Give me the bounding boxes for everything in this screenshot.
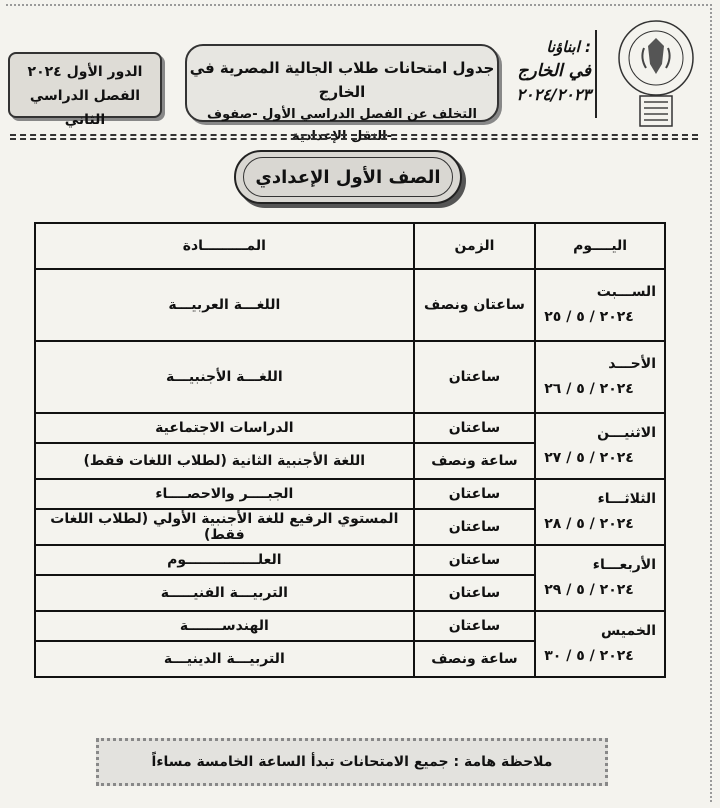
side-title-year: ٢٠٢٤/٢٠٢٣ [516,85,591,104]
exam-subject: الهندســـــــة [35,611,414,641]
session-box [8,52,162,128]
header-time: الزمن [414,223,536,269]
day-date: ٢٠٢٤ / ٥ / ٢٧ [544,450,634,466]
exam-duration: ساعتان [414,545,536,575]
grade-title: الصف الأول الإعدادي [243,157,453,197]
ministry-logo [612,18,700,130]
exam-duration: ساعتان [414,341,536,413]
session-round: الدور الأول ٢٠٢٤ [27,64,143,80]
side-title [505,36,591,106]
side-title-line2: في الخارج [517,61,591,81]
exam-subject: اللغـــة العربيـــة [35,269,414,341]
exam-duration: ساعة ونصف [414,443,536,479]
main-subtitle: التخلف عن الفصل الدراسي الأول -صفوف النقل الإعدادية- [207,107,477,144]
day-cell [535,341,665,413]
day-cell [535,479,665,545]
day-date: ٢٠٢٤ / ٥ / ٢٦ [544,381,634,397]
exam-duration: ساعتان [414,413,536,443]
day-name: الخميس [600,623,656,639]
table-row [35,611,665,641]
exam-schedule-table [34,222,666,678]
day-date: ٢٠٢٤ / ٥ / ٢٨ [544,516,634,532]
grade-title-pill [234,150,462,204]
header-day: اليــــوم [535,223,665,269]
day-name: الأحـــد [608,356,656,372]
table-row [35,269,665,341]
day-date: ٢٠٢٤ / ٥ / ٢٥ [544,309,634,325]
table-header-row [35,223,665,269]
exam-subject: التربيـــة الفنيـــــة [35,575,414,611]
day-date: ٢٠٢٤ / ٥ / ٣٠ [544,648,634,664]
table-row [35,479,665,509]
exam-duration: ساعتان [414,611,536,641]
exam-duration: ساعة ونصف [414,641,536,677]
exam-duration: ساعتان [414,575,536,611]
side-title-line1: ابناؤنا : [546,38,591,56]
table-row [35,341,665,413]
day-cell [535,269,665,341]
main-title: جدول امتحانات طلاب الجالية المصرية في الخارج [189,59,495,101]
day-name: الســـبت [596,284,656,300]
exam-subject: اللغـــة الأجنبيـــة [35,341,414,413]
exam-subject: المستوي الرفيع للغة الأجنبية الأولي (لطلاب اللغات فقط) [35,509,414,545]
header-divider [10,134,698,140]
logo-divider [595,30,597,118]
main-title-box [185,44,499,144]
exam-duration: ساعتان ونصف [414,269,536,341]
day-date: ٢٠٢٤ / ٥ / ٢٩ [544,582,634,598]
header-subject: المـــــــــادة [35,223,414,269]
day-name: الأربعـــاء [592,557,656,573]
exam-subject: اللغة الأجنبية الثانية (لطلاب اللغات فقط) [35,443,414,479]
exam-duration: ساعتان [414,509,536,545]
exam-subject: العلـــــــــــــــوم [35,545,414,575]
table-row [35,545,665,575]
day-name: الاثنيـــن [597,425,656,441]
day-cell [535,545,665,611]
day-name: الثلاثـــاء [597,491,656,507]
exam-subject: الدراسات الاجتماعية [35,413,414,443]
day-cell [535,611,665,677]
table-row [35,413,665,443]
day-cell [535,413,665,479]
exam-subject: التربيـــة الدينيـــة [35,641,414,677]
session-semester: الفصل الدراسي الثاني [29,88,141,128]
important-note: ملاحظة هامة : جميع الامتحانات تبدأ الساعة الخامسة مساءاً [96,738,608,786]
exam-duration: ساعتان [414,479,536,509]
exam-subject: الجبــــر والاحصــــاء [35,479,414,509]
